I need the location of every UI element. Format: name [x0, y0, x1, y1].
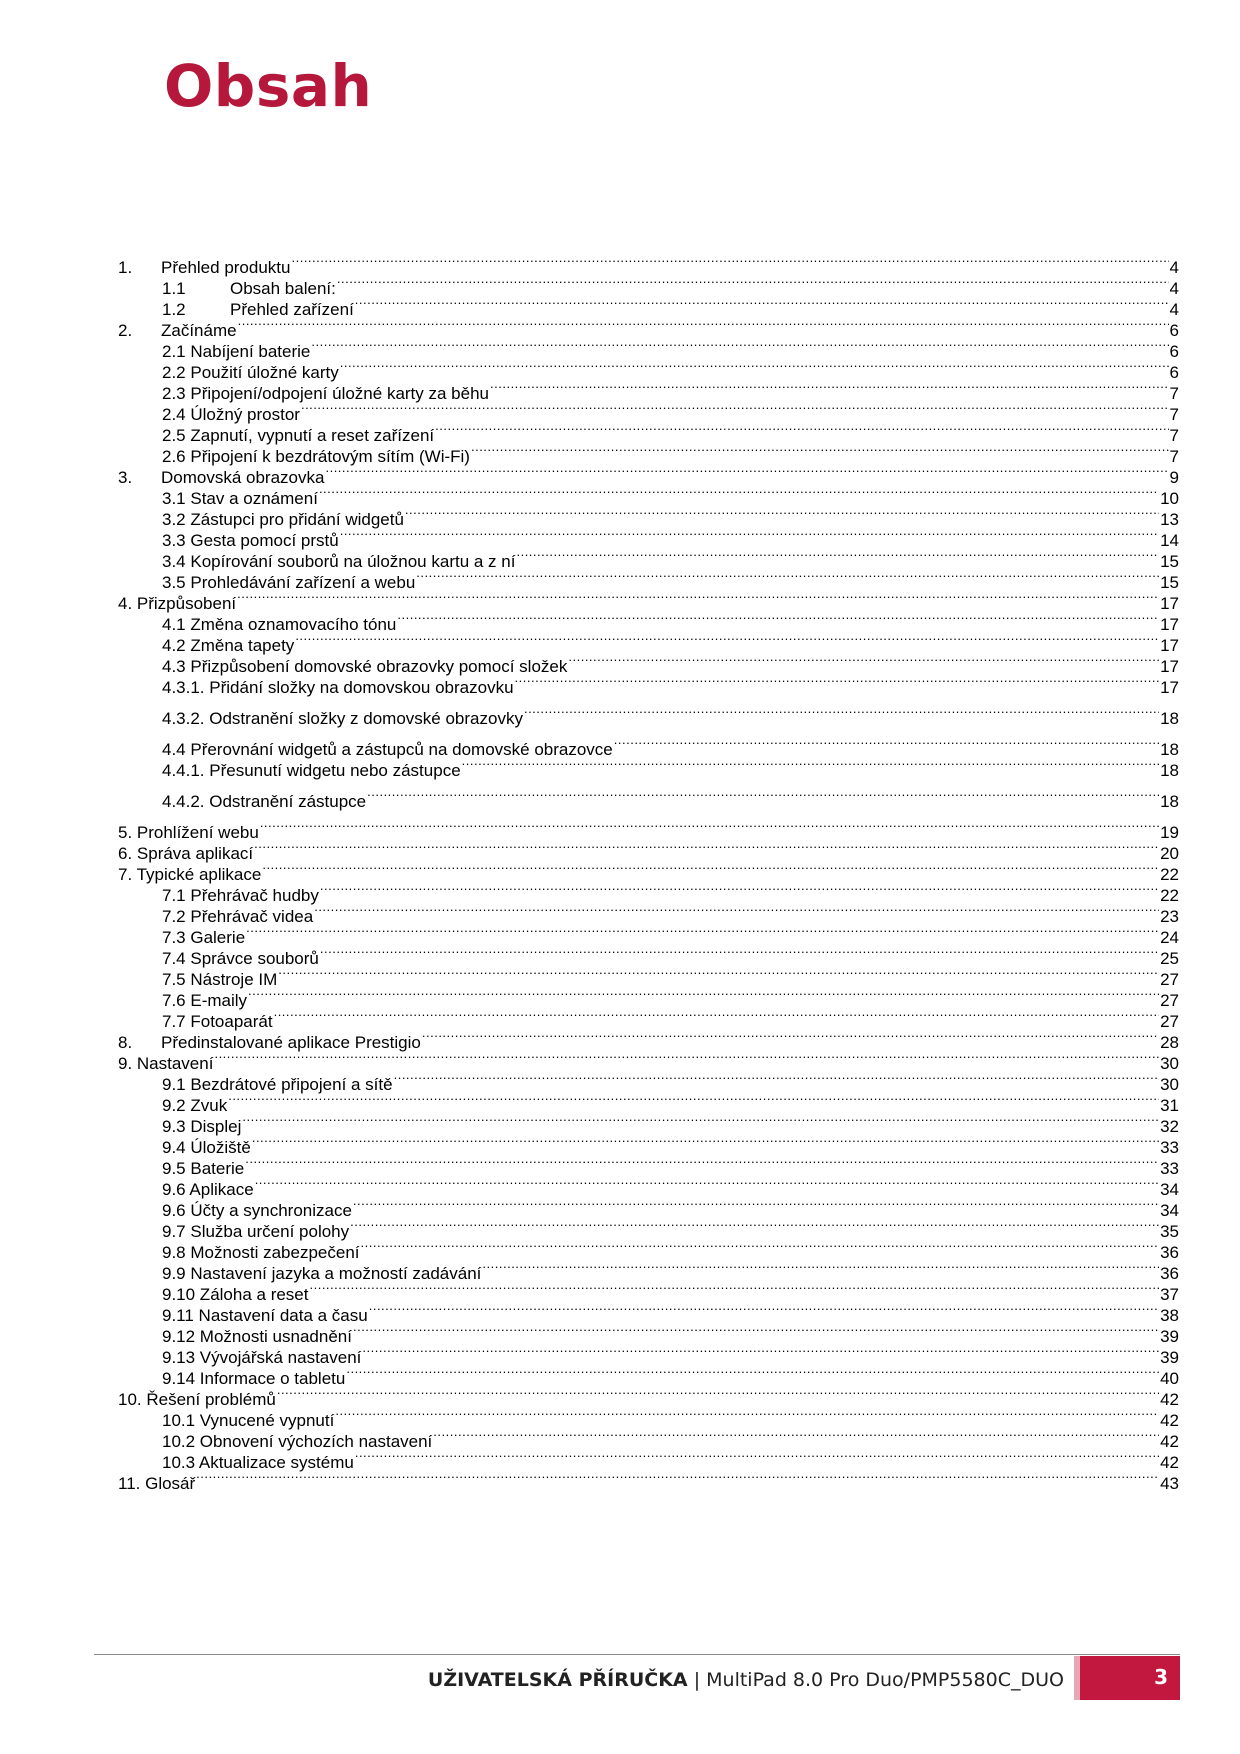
toc-entry[interactable]	[118, 733, 1179, 759]
toc-entry[interactable]	[118, 314, 1179, 340]
toc-entry[interactable]	[118, 1362, 1179, 1388]
toc-entry-label: 9.8 Možnosti zabezpečení	[162, 1243, 360, 1262]
toc-entry[interactable]	[118, 963, 1179, 989]
toc-entry-label: Předinstalované aplikace Prestigio	[161, 1033, 421, 1052]
toc-entry-page: 22	[1160, 886, 1179, 905]
toc-entry[interactable]	[118, 566, 1179, 592]
toc-entry[interactable]	[118, 293, 1179, 319]
toc-entry-label: 4.1 Změna oznamovacího tónu	[162, 615, 397, 634]
toc-entry-page: 27	[1160, 991, 1179, 1010]
toc-entry[interactable]	[118, 785, 1179, 811]
toc-entry-page: 43	[1160, 1474, 1179, 1493]
toc-entry[interactable]	[118, 503, 1179, 529]
toc-entry[interactable]	[118, 1194, 1179, 1220]
toc-entry-label: 10.1 Vynucené vypnutí	[162, 1411, 335, 1430]
toc-entry-label: 2.1 Nabíjení baterie	[162, 342, 311, 361]
toc-entry-page: 10	[1160, 489, 1179, 508]
toc-entry-number: 1.1	[162, 279, 186, 298]
toc-entry-label: 4.4.2. Odstranění zástupce	[162, 792, 367, 811]
toc-entry-page: 36	[1160, 1264, 1179, 1283]
toc-entry-label: Začínáme	[161, 321, 237, 340]
toc-leader-dots	[340, 524, 1159, 546]
toc-leader-dots	[295, 629, 1159, 651]
toc-entry-label: 9.6 Účty a synchronizace	[162, 1201, 352, 1220]
toc-entry-page: 33	[1160, 1159, 1179, 1178]
toc-entry[interactable]	[118, 754, 1179, 780]
toc-entry-page: 17	[1160, 594, 1179, 613]
toc-entry[interactable]	[118, 1278, 1179, 1304]
toc-entry-page: 30	[1160, 1054, 1179, 1073]
toc-leader-dots	[311, 335, 1168, 357]
page-title: Obsah	[164, 52, 373, 120]
toc-entry-page: 19	[1160, 823, 1179, 842]
toc-entry[interactable]	[118, 1425, 1179, 1451]
toc-entry-number: 3.	[118, 468, 133, 487]
toc-entry[interactable]	[118, 942, 1179, 968]
toc-entry-label: 9.11 Nastavení data a času	[162, 1306, 368, 1325]
toc-leader-dots	[471, 440, 1169, 462]
toc-entry-label: 7.1 Přehrávač hudby	[162, 886, 319, 905]
toc-entry-label: 10.3 Aktualizace systému	[162, 1453, 354, 1472]
toc-leader-dots	[524, 702, 1159, 724]
toc-entry-label: 4.3.2. Odstranění složky z domovské obrazovky	[162, 709, 523, 728]
toc-entry[interactable]	[118, 1131, 1179, 1157]
toc-entry-label: 9. Nastavení	[118, 1054, 214, 1073]
toc-entry-page: 9	[1169, 468, 1179, 487]
toc-entry-page: 37	[1160, 1285, 1179, 1304]
toc-entry-page: 27	[1160, 970, 1179, 989]
toc-entry-label: 3.3 Gesta pomocí prstů	[162, 531, 339, 550]
toc-entry[interactable]	[118, 858, 1179, 884]
toc-entry-page: 6	[1169, 342, 1179, 361]
toc-entry[interactable]	[118, 1236, 1179, 1262]
toc-entry-page: 28	[1160, 1033, 1179, 1052]
toc-entry[interactable]	[118, 398, 1179, 424]
toc-entry-page: 34	[1160, 1201, 1179, 1220]
toc-entry-label: 3.2 Zástupci pro přidání widgetů	[162, 510, 404, 529]
toc-entry-page: 18	[1160, 709, 1179, 728]
toc-leader-dots	[416, 566, 1159, 588]
toc-entry-page: 17	[1160, 615, 1179, 634]
footer	[428, 1667, 1064, 1693]
toc-entry-page: 17	[1160, 636, 1179, 655]
toc-leader-dots	[335, 1404, 1159, 1426]
toc-entry[interactable]	[118, 650, 1179, 676]
toc-entry-page: 4	[1169, 279, 1179, 298]
toc-entry[interactable]	[118, 356, 1179, 382]
toc-entry[interactable]	[118, 671, 1179, 697]
toc-entry-number: 1.2	[162, 300, 186, 319]
toc-entry-page: 4	[1169, 258, 1179, 277]
toc-leader-dots	[262, 858, 1159, 880]
toc-leader-dots	[245, 1152, 1159, 1174]
toc-entry-page: 33	[1160, 1138, 1179, 1157]
toc-entry-page: 20	[1160, 844, 1179, 863]
footer-page-box	[1074, 1656, 1180, 1700]
toc-leader-dots	[361, 1236, 1160, 1258]
toc-entry[interactable]	[118, 545, 1179, 571]
toc-entry-page: 18	[1160, 761, 1179, 780]
toc-entry-label: 2.3 Připojení/odpojení úložné karty za běhu	[162, 384, 490, 403]
toc-entry-page: 4	[1169, 300, 1179, 319]
toc-entry-label: 7.2 Přehrávač videa	[162, 907, 314, 926]
toc-leader-dots	[301, 398, 1169, 420]
toc-leader-dots	[435, 419, 1168, 441]
toc-entry-page: 24	[1160, 928, 1179, 947]
toc-entry-page: 35	[1160, 1222, 1179, 1241]
toc-leader-dots	[367, 785, 1159, 807]
toc-leader-dots	[238, 314, 1169, 336]
toc-entry-label: 7.7 Fotoaparát	[162, 1012, 273, 1031]
toc-entry-page: 17	[1160, 678, 1179, 697]
toc-leader-dots	[516, 545, 1159, 567]
toc-entry-label: 9.3 Displej	[162, 1117, 242, 1136]
toc-entry-label: 9.7 Služba určení polohy	[162, 1222, 350, 1241]
toc-leader-dots	[260, 816, 1159, 838]
toc-leader-dots	[394, 1068, 1159, 1090]
toc-leader-dots	[246, 921, 1159, 943]
toc-leader-dots	[422, 1026, 1159, 1048]
toc-entry-page: 22	[1160, 865, 1179, 884]
toc-leader-dots	[248, 984, 1159, 1006]
toc-entry-page: 23	[1160, 907, 1179, 926]
footer-divider	[94, 1654, 1180, 1655]
toc-leader-dots	[369, 1299, 1159, 1321]
toc-entry-label: 3.5 Prohledávání zařízení a webu	[162, 573, 416, 592]
toc-leader-dots	[462, 754, 1159, 776]
toc-entry[interactable]	[118, 1068, 1179, 1094]
toc-entry[interactable]	[118, 419, 1179, 445]
toc-entry[interactable]	[118, 1110, 1179, 1136]
toc-entry-number: 8.	[118, 1033, 133, 1052]
toc-entry-label: 2.4 Úložný prostor	[162, 405, 300, 424]
toc-entry[interactable]	[118, 1047, 1179, 1073]
toc-leader-dots	[362, 1341, 1159, 1363]
toc-entry-page: 13	[1160, 510, 1179, 529]
toc-entry[interactable]	[118, 629, 1179, 655]
toc-entry-label: Domovská obrazovka	[161, 468, 325, 487]
toc-entry-number: 1.	[118, 258, 133, 277]
toc-entry[interactable]	[118, 984, 1179, 1010]
toc-entry-number: 2.	[118, 321, 133, 340]
toc-entry-page: 17	[1160, 657, 1179, 676]
toc-entry-label: 7.6 E-maily	[162, 991, 248, 1010]
toc-leader-dots	[353, 1194, 1159, 1216]
toc-entry-page: 34	[1160, 1180, 1179, 1199]
toc-entry[interactable]	[118, 482, 1179, 508]
toc-entry-label: 9.14 Informace o tabletu	[162, 1369, 346, 1388]
toc-entry-label: 2.2 Použití úložné karty	[162, 363, 339, 382]
toc-entry[interactable]	[118, 1383, 1179, 1409]
toc-entry-label: 9.13 Vývojářská nastavení	[162, 1348, 362, 1367]
toc-leader-dots	[433, 1425, 1159, 1447]
toc-leader-dots	[309, 1278, 1159, 1300]
toc-entry-label: 9.12 Možnosti usnadnění	[162, 1327, 352, 1346]
toc-leader-dots	[274, 1005, 1160, 1027]
toc-entry-label: 4.4.1. Přesunutí widgetu nebo zástupce	[162, 761, 461, 780]
toc-leader-dots	[320, 942, 1159, 964]
toc-entry-page: 42	[1160, 1390, 1179, 1409]
toc-leader-dots	[319, 482, 1159, 504]
toc-leader-dots	[337, 272, 1169, 294]
toc-leader-dots	[353, 1320, 1159, 1342]
toc-entry[interactable]	[118, 1341, 1179, 1367]
toc-leader-dots	[325, 461, 1168, 483]
toc-entry-label: 6. Správa aplikací	[118, 844, 254, 863]
toc-entry-page: 6	[1169, 321, 1179, 340]
toc-entry-page: 27	[1160, 1012, 1179, 1031]
toc-entry[interactable]	[118, 1320, 1179, 1346]
toc-entry-label: 5. Prohlížení webu	[118, 823, 259, 842]
toc-entry-label: 9.2 Zvuk	[162, 1096, 228, 1115]
toc-leader-dots	[278, 963, 1159, 985]
toc-leader-dots	[242, 1110, 1159, 1132]
toc-entry-page: 15	[1160, 573, 1179, 592]
toc-entry[interactable]	[118, 335, 1179, 361]
toc-entry-page: 7	[1169, 447, 1179, 466]
toc-entry-label: 4. Přizpůsobení	[118, 594, 237, 613]
toc-entry-label: 10.2 Obnovení výchozích nastavení	[162, 1432, 433, 1451]
toc-entry-label: 9.10 Záloha a reset	[162, 1285, 309, 1304]
toc-entry-page: 40	[1160, 1369, 1179, 1388]
toc-entry-page: 7	[1169, 384, 1179, 403]
toc-entry-label: 4.4 Přerovnání widgetů a zástupců na domovské obrazovce	[162, 740, 613, 759]
toc-entry-page: 42	[1160, 1411, 1179, 1430]
toc-entry-label: Obsah balení:	[230, 279, 336, 298]
toc-entry-label: 9.1 Bezdrátové připojení a sítě	[162, 1075, 393, 1094]
toc-entry-page: 31	[1160, 1096, 1179, 1115]
toc-entry-page: 18	[1160, 792, 1179, 811]
footer-separator: |	[693, 1669, 701, 1691]
toc-entry[interactable]	[118, 702, 1179, 728]
toc-entry-page: 6	[1169, 363, 1179, 382]
toc-entry-page: 15	[1160, 552, 1179, 571]
toc-entry[interactable]	[118, 1404, 1179, 1430]
toc-entry-page: 36	[1160, 1243, 1179, 1262]
toc-leader-dots	[255, 1173, 1159, 1195]
toc-entry-label: 4.3.1. Přidání složky na domovskou obrazovku	[162, 678, 514, 697]
toc-entry-label: 7.5 Nástroje IM	[162, 970, 278, 989]
toc-entry[interactable]	[118, 524, 1179, 550]
toc-entry[interactable]	[118, 1299, 1179, 1325]
toc-leader-dots	[214, 1047, 1159, 1069]
toc-leader-dots	[350, 1215, 1159, 1237]
toc-entry[interactable]	[118, 377, 1179, 403]
toc-entry-label: 9.4 Úložiště	[162, 1138, 251, 1157]
toc-leader-dots	[515, 671, 1160, 693]
toc-entry-label: 3.4 Kopírování souborů na úložnou kartu a z ní	[162, 552, 516, 571]
toc-entry[interactable]	[118, 461, 1179, 487]
toc-entry[interactable]	[118, 816, 1179, 842]
toc-entry-label: 10. Řešení problémů	[118, 1390, 276, 1409]
toc-leader-dots	[314, 900, 1159, 922]
toc-entry[interactable]	[118, 921, 1179, 947]
toc-entry-label: 7. Typické aplikace	[118, 865, 262, 884]
toc-entry[interactable]	[118, 900, 1179, 926]
toc-leader-dots	[277, 1383, 1159, 1405]
toc-entry-label: 2.5 Zapnutí, vypnutí a reset zařízení	[162, 426, 435, 445]
toc-leader-dots	[196, 1467, 1159, 1489]
toc-leader-dots	[228, 1089, 1159, 1111]
toc-entry-label: 2.6 Připojení k bezdrátovým sítím (Wi-Fi)	[162, 447, 470, 466]
toc-entry[interactable]	[118, 1446, 1179, 1472]
toc-entry-page: 39	[1160, 1348, 1179, 1367]
footer-manual-title: UŽIVATELSKÁ PŘÍRUČKA	[427, 1669, 688, 1691]
toc-leader-dots	[291, 251, 1168, 273]
toc-entry[interactable]	[118, 440, 1179, 466]
toc-entry-label: 7.4 Správce souborů	[162, 949, 319, 968]
toc-entry-label: 4.3 Přizpůsobení domovské obrazovky pomocí složek	[162, 657, 568, 676]
toc-leader-dots	[355, 293, 1169, 315]
toc-entry[interactable]	[118, 272, 1179, 298]
footer-model: MultiPad 8.0 Pro Duo/PMP5580C_DUO	[706, 1669, 1064, 1691]
toc-entry[interactable]	[118, 1173, 1179, 1199]
toc-entry[interactable]	[118, 608, 1179, 634]
toc-entry[interactable]	[118, 1152, 1179, 1178]
toc-leader-dots	[614, 733, 1159, 755]
toc-entry-label: 4.2 Změna tapety	[162, 636, 295, 655]
toc-entry[interactable]	[118, 1467, 1179, 1493]
toc-leader-dots	[482, 1257, 1159, 1279]
toc-entry[interactable]	[118, 1089, 1179, 1115]
toc-leader-dots	[405, 503, 1159, 525]
toc-entry-page: 32	[1160, 1117, 1179, 1136]
toc-entry-page: 39	[1160, 1327, 1179, 1346]
page-number: 3	[1154, 1665, 1168, 1689]
toc-entry[interactable]	[118, 837, 1179, 863]
toc-leader-dots	[490, 377, 1169, 399]
toc-entry[interactable]	[118, 879, 1179, 905]
toc-entry-label: 7.3 Galerie	[162, 928, 246, 947]
toc-entry-page: 42	[1160, 1453, 1179, 1472]
toc-entry-page: 30	[1160, 1075, 1179, 1094]
toc-entry[interactable]	[118, 1005, 1179, 1031]
toc-leader-dots	[355, 1446, 1159, 1468]
toc-entry[interactable]	[118, 1257, 1179, 1283]
toc-leader-dots	[237, 587, 1159, 609]
toc-leader-dots	[252, 1131, 1159, 1153]
toc-entry[interactable]	[118, 1215, 1179, 1241]
toc-entry-page: 14	[1160, 531, 1179, 550]
toc-leader-dots	[346, 1362, 1159, 1384]
toc-leader-dots	[568, 650, 1159, 672]
toc-leader-dots	[320, 879, 1159, 901]
toc-entry-page: 25	[1160, 949, 1179, 968]
toc-entry-page: 18	[1160, 740, 1179, 759]
toc-entry-page: 7	[1169, 426, 1179, 445]
toc-entry-label: Přehled zařízení	[230, 300, 354, 319]
toc-entry-page: 7	[1169, 405, 1179, 424]
toc-entry-label: 9.5 Baterie	[162, 1159, 245, 1178]
toc-leader-dots	[397, 608, 1159, 630]
toc-entry-label: 9.6 Aplikace	[162, 1180, 254, 1199]
toc-entry[interactable]	[118, 251, 1179, 277]
toc-entry-page: 42	[1160, 1432, 1179, 1451]
toc-entry[interactable]	[118, 587, 1179, 613]
toc-leader-dots	[254, 837, 1159, 859]
toc-leader-dots	[340, 356, 1169, 378]
toc-entry-label: Přehled produktu	[161, 258, 291, 277]
toc-entry-label: 3.1 Stav a oznámení	[162, 489, 318, 508]
toc-entry-label: 9.9 Nastavení jazyka a možností zadávání	[162, 1264, 482, 1283]
toc-entry[interactable]	[118, 1026, 1179, 1052]
toc-entry-page: 38	[1160, 1306, 1179, 1325]
toc-entry-label: 11. Glosář	[118, 1474, 196, 1493]
